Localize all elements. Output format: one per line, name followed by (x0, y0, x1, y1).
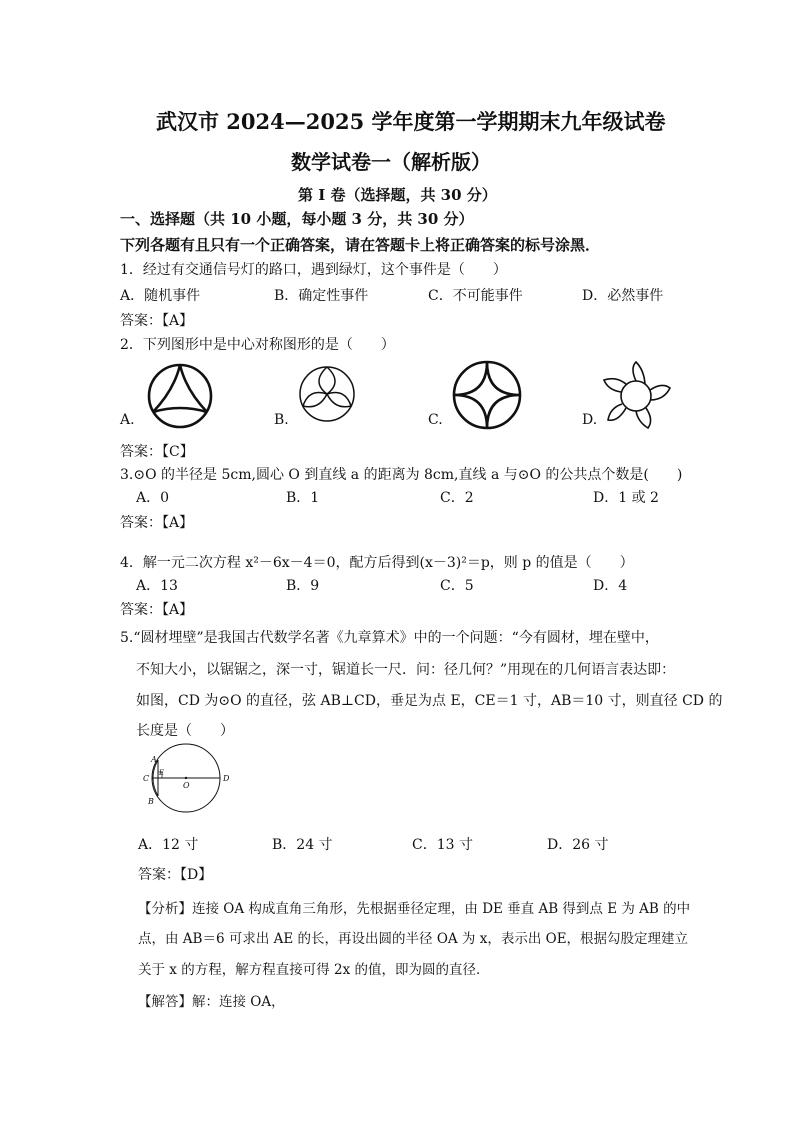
q2-stem: 2．下列图形中是中心对称图形的是（ ） (120, 337, 395, 353)
q2-label-a: A. (120, 412, 135, 428)
q5-stem-line-1: 5.“圆材埋壁”是我国古代数学名著《九章算术》中的一个问题：“今有圆材，埋在壁中， (120, 630, 659, 646)
q1-option-d: D．必然事件 (582, 288, 664, 304)
q4-option-a: A．13 (136, 578, 178, 594)
q4-stem: 4．解一元二次方程 x²－6x－4＝0，配方后得到(x－3)²＝p，则 p 的值是（ ） (120, 555, 634, 571)
q2-label-b: B. (274, 412, 289, 428)
q2-answer: 答案：【C】 (120, 444, 194, 460)
q4-answer: 答案：【A】 (120, 602, 194, 618)
exam-subtitle: 数学试卷一（解析版） (291, 150, 491, 174)
q5-label-d: D (223, 774, 230, 783)
section-heading: 一、选择题（共 10 小题，每小题 3 分，共 30 分） (120, 210, 474, 228)
q5-stem-line-4: 长度是（ ） (136, 723, 234, 739)
part-heading: 第 I 卷（选择题，共 30 分） (298, 186, 497, 204)
q5-answer: 答案：【D】 (138, 867, 213, 883)
q5-label-c: C (143, 774, 150, 783)
exam-title: 武汉市 2024—2025 学年度第一学期期末九年级试卷 (156, 109, 666, 134)
q1-stem: 1．经过有交通信号灯的路口，遇到绿灯，这个事件是（ ） (120, 262, 507, 278)
q3-answer: 答案：【A】 (120, 515, 194, 531)
q4-option-c: C．5 (440, 578, 474, 594)
q2-figure-d (600, 360, 672, 430)
q3-option-a: A．0 (136, 490, 170, 506)
q4-option-b: B．9 (286, 578, 320, 594)
q5-option-c: C．13 寸 (412, 837, 473, 853)
q5-stem-line-2: 不知大小，以锯锯之，深一寸，锯道长一尺．问：径几何？”用现在的几何语言表达即： (136, 662, 676, 678)
section-instruction: 下列各题有且只有一个正确答案，请在答题卡上将正确答案的标号涂黑． (120, 236, 601, 254)
q2-figure-b (297, 362, 357, 426)
q5-option-b: B．24 寸 (272, 837, 333, 853)
q4-option-d: D．4 (593, 578, 628, 594)
q5-analysis-line-2: 点，由 AB＝6 可求出 AE 的长，再设出圆的半径 OA 为 x，表示出 OE，根据勾股定理建立 (138, 931, 689, 947)
q3-option-c: C．2 (440, 490, 474, 506)
q2-figure-a (143, 360, 217, 430)
q1-option-c: C．不可能事件 (428, 288, 523, 304)
q3-stem: 3.⊙O 的半径是 5cm,圆心 O 到直线 a 的距离为 8cm,直线 a 与⊙O 的公共点个数是( ) (120, 467, 683, 483)
q1-answer: 答案：【A】 (120, 313, 194, 329)
q5-analysis-line-1: 【分析】连接 OA 构成直角三角形，先根据垂径定理，由 DE 垂直 AB 得到点 E 为 AB 的中 (138, 901, 691, 917)
q5-option-a: A．12 寸 (138, 837, 199, 853)
q5-solution: 【解答】解：连接 OA， (138, 994, 285, 1010)
q5-label-b: B (148, 797, 154, 806)
q2-label-d: D. (582, 412, 598, 428)
q3-option-b: B．1 (286, 490, 320, 506)
q5-circle-figure (138, 742, 238, 814)
q5-analysis-line-3: 关于 x 的方程，解方程直接可得 2x 的值，即为圆的直径． (138, 962, 490, 978)
q5-stem-line-3: 如图，CD 为⊙O 的直径，弦 AB⊥CD，垂足为点 E，CE＝1 寸，AB＝10 寸，则直径 CD 的 (136, 693, 723, 709)
q2-figure-c (449, 357, 525, 433)
q5-label-e: E (159, 769, 165, 777)
q5-label-o: O (183, 781, 190, 790)
q5-label-a: A (151, 755, 157, 764)
q1-option-b: B．确定性事件 (274, 288, 369, 304)
q3-option-d: D．1 或 2 (593, 490, 659, 506)
q5-option-d: D．26 寸 (547, 837, 609, 853)
q1-option-a: A．随机事件 (120, 288, 201, 304)
q2-label-c: C. (428, 412, 443, 428)
